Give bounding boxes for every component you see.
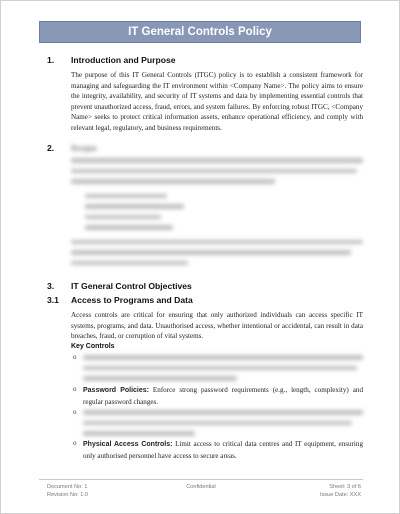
key-control-password-policies: [83, 385, 363, 407]
section-3-1-body: Access controls are critical for ensuring that only authorized individuals can access specific IT systems, programs, and data. Unauthorised access, whether intentional or accidental, can result in data breaches, fraud, or corruption of vital systems.: [71, 311, 363, 341]
bullet-marker: o: [73, 439, 77, 447]
section-1-heading: Introduction and Purpose: [71, 55, 176, 65]
section-3-1-heading: Access to Programs and Data: [71, 295, 193, 305]
section-2-number: 2.: [47, 143, 55, 153]
section-3-heading: IT General Control Objectives: [71, 281, 192, 291]
bullet-marker: o: [73, 385, 77, 393]
key-control-label: Password Policies:: [83, 387, 149, 394]
key-control-label: Physical Access Controls:: [83, 441, 173, 448]
bullet-marker: o: [73, 353, 77, 361]
footer-issue-date: Issue Date: XXX: [319, 492, 361, 498]
key-control-physical-access: [83, 439, 363, 461]
section-2-heading: Scope: [71, 143, 97, 153]
blurred-item-1: [83, 355, 363, 387]
footer-divider: [39, 479, 363, 480]
title-banner: [39, 21, 361, 43]
footer-right: [301, 483, 361, 499]
section-3-number: 3.: [47, 281, 55, 291]
section-1-number: 1.: [47, 55, 55, 65]
footer-confidential: Confidential: [186, 484, 216, 490]
key-control-text: Limit access to critical data centres and IT equipment, ensuring only authorised personnel have access to secure areas.: [83, 440, 363, 460]
footer-revision-number: Revision No: 1.0: [47, 492, 89, 498]
section-1-body: The purpose of this IT General Controls (ITGC) policy is to establish a consistent framework for managing and safeguarding the IT environment within <Company Name>. The policy aims to ensure the integrity, availability, and security of IT systems and data by implementing essential controls that prevent unauthorized access, fraud, errors, and system failures. By enforcing robust ITGC, <Company Name> seeks to protect critical information assets, enhance operational efficiency, and comply with relevant legal, regulatory, and business requirements.: [71, 71, 363, 132]
document-title: IT General Controls Policy: [128, 26, 272, 38]
footer-sheet: Sheet: 3 of 6: [329, 484, 361, 490]
key-control-text: Enforce strong password requirements (e.g., length, complexity) and regular password changes.: [83, 386, 363, 406]
key-controls-heading: Key Controls: [71, 343, 115, 350]
section-3-1-number: 3.1: [47, 295, 59, 305]
footer-document-number: Document No: 1: [47, 484, 88, 490]
bullet-marker: o: [73, 408, 77, 416]
blurred-item-2: [83, 410, 363, 442]
section-2-blurred-content: [71, 158, 363, 271]
